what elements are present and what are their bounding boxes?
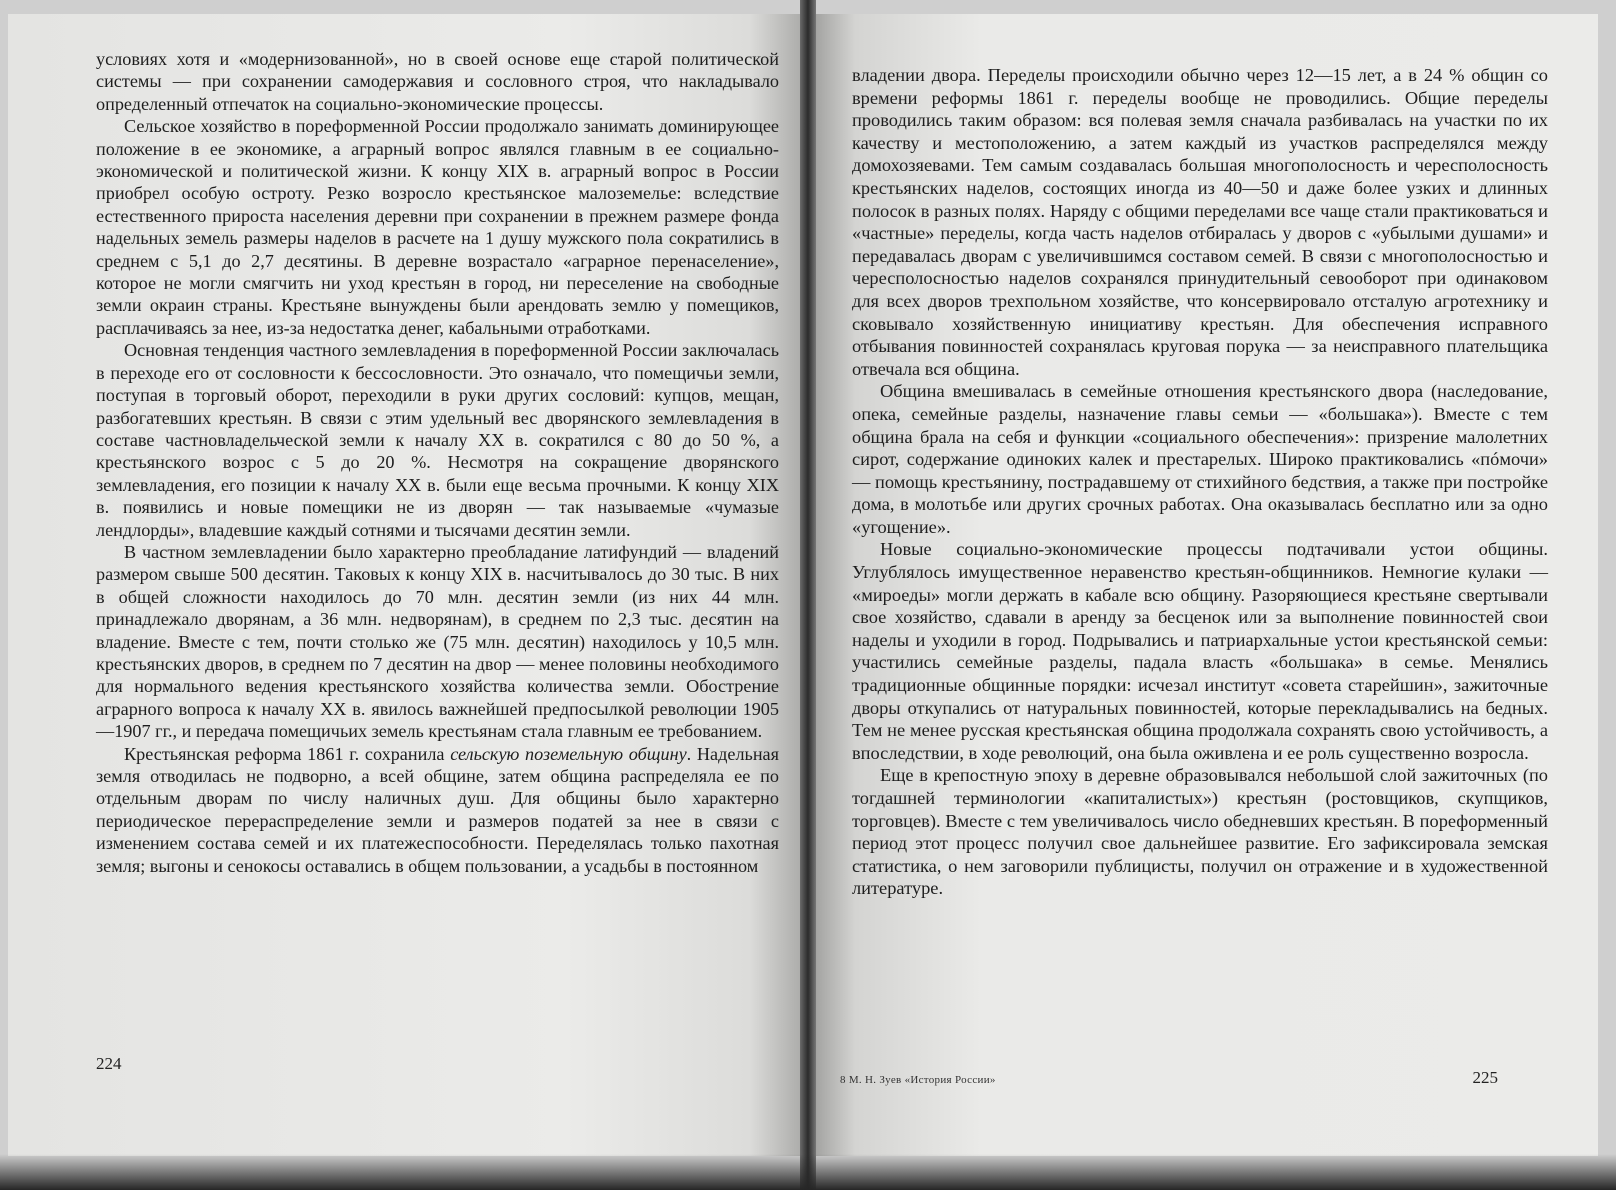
right-paragraph-2: Община вмешивалась в семейные отношения крестьянского двора (наследование, опека, семейные разделы, назначение главы семьи — «большака»). Вместе с тем община брала на себя и функции «социального обеспечения»: призрение малолетних сирот, содержание одиноких калек и престарелых. Широко практиковались «пóмочи» — помощь крестьянину, пострадавшему от стихийного бедствия, а также при постройке дома, в молотьбе или других срочных работах. Она оказывалась бесплатно или за одно «угощение». xyxy=(852,381,1548,537)
right-page-text xyxy=(852,64,1548,900)
right-page xyxy=(808,14,1598,1156)
left-paragraph-2: Сельское хозяйство в пореформенной России продолжало занимать доминирующее положение в ее экономике, а аграрный вопрос являлся главным в ее социально-экономической и политической жизни. К концу XIX в. аграрный вопрос в России приобрел особую остроту. Резко возросло крестьянское малоземелье: вследствие естественного прироста населения деревни при сохранении в прежнем размере фонда надельных земель размеры наделов в расчете на 1 душу мужского пола сократились в среднем с 5,1 до 2,7 десятины. В деревне возрастало «аграрное перенаселение», которое не могли смягчить ни уход крестьян в город, ни переселение на свободные земли окраин страны. Крестьяне вынуждены были арендовать землю у помещиков, расплачиваясь за нее, из-за недостатка денег, кабальными отработками. xyxy=(96,116,779,338)
scan-shadow xyxy=(0,1154,1616,1190)
left-paragraph-5 xyxy=(96,743,779,877)
book-gutter xyxy=(800,0,816,1190)
left-paragraph-3: Основная тенденция частного землевладения в пореформенной России заключалась в переходе его от сословности к бессословности. Это означало, что помещичьи земли, поступая в торговый оборот, переходили в руки других сословий: купцов, мещан, разбогатевших крестьян. В связи с этим удельный вес дворянского землевладения в составе частновладельческой земли к началу XX в. сократился с 80 до 50 %, а крестьянского возрос с 5 до 20 %. Несмотря на сокращение дворянского землевладения, его позиции к началу XX в. были еще весьма прочными. К концу XIX в. появились и новые помещики не из дворян — так называемые «чумазые лендлорды», владевшие каждый сотнями и тысячами десятин земли. xyxy=(96,340,779,540)
left-paragraph-1: условиях хотя и «модернизованной», но в своей основе еще старой политической системы — при сохранении самодержавия и сословного строя, что накладывало определенный отпечаток на социально-экономические процессы. xyxy=(96,49,779,114)
page-number-left: 224 xyxy=(96,1054,122,1073)
left-page xyxy=(8,14,805,1156)
right-paragraph-3: Новые социально-экономические процессы подтачивали устои общины. Углублялось имущественное неравенство крестьян-общинников. Немногие кулаки — «мироеды» могли держать в кабале всю общину. Разоряющиеся крестьяне свертывали свое хозяйство, сдавали в аренду за бесценок или за выполнение повинностей свои наделы и уходили в город. Подрывались и патриархальные устои крестьянской семьи: участились семейные разделы, падала власть «большака» в семье. Менялись традиционные общинные порядки: исчезал институт «совета старейшин», зажиточные дворы откупались от натуральных повинностей, которые перекладывались на бедных. Тем не менее русская крестьянская община продолжала сохранять свою устойчивость, а впоследствии, в ходе революций, она была оживлена и ее роль существенно возросла. xyxy=(852,539,1548,763)
left-paragraph-4: В частном землевладении было характерно преобладание латифундий — владений размером свыше 500 десятин. Таковых к концу XIX в. насчитывалось до 30 тыс. В них в общей сложности находилось до 70 млн. десятин земли (из них 44 млн. принадлежало дворянам, а 36 млн. недворянам), в среднем по 2,3 тыс. десятин на владение. Вместе с тем, почти столько же (75 млн. десятин) находилось у 10,5 млн. крестьянских дворов, в среднем по 7 десятин на двор — менее половины необходимого для нормального ведения крестьянского хозяйства количества земли. Обострение аграрного вопроса к началу XX в. явилось важнейшей предпосылкой революции 1905—1907 гг., и передача помещичьих земель крестьянам стала главным ее требованием. xyxy=(96,541,779,742)
left-page-text xyxy=(96,48,779,877)
italic-term: сельскую поземельную общину xyxy=(450,743,687,764)
left-paragraph-5-end: . Надельная земля отводилась не подворно, а всей общине, затем община распределяла ее по отдельным дворам по числу наличных душ. Для общины было характерно периодическое перераспределение земли и размеров податей за нее в связи с изменением состава семей и их платежеспособности. Переделялась только пахотная земля; выгоны и сенокосы оставались в общем пользовании, а усадьбы в постоянном xyxy=(96,743,779,876)
printer-signature: 8 М. Н. Зуев «История России» xyxy=(840,1074,996,1086)
page-number-right: 225 xyxy=(1472,1068,1498,1087)
right-paragraph-4: Еще в крепостную эпоху в деревне образовывался небольшой слой зажиточных (по тогдашней терминологии «капиталистых») крестьян (ростовщиков, скупщиков, торговцев). Вместе с тем увеличивалось число обедневших крестьян. В пореформенный период этот процесс получил свое дальнейшее развитие. Его зафиксировала земская статистика, о нем заговорили публицисты, получил он отражение и в художественной литературе. xyxy=(852,765,1548,899)
left-paragraph-5-start: Крестьянская реформа 1861 г. сохранила xyxy=(124,743,451,764)
right-paragraph-1: владении двора. Переделы происходили обычно через 12—15 лет, а в 24 % общин со времени реформы 1861 г. переделы вообще не проводились. Общие переделы проводились таким образом: вся полевая земля сначала разбивалась на участки по их качеству и местоположению, а затем каждый из участков распределялся между домохозяевами. Тем самым создавалась большая многополосность и чересполосность крестьянских наделов, состоящих иногда из 40—50 и даже более узких и длинных полосок в разных полях. Наряду с общими переделами все чаще стали практиковаться и «частные» переделы, когда часть наделов отбиралась у дворов с «убылыми душами» и передавалась дворам с увеличившимся составом семей. В связи с многополосностью и чересполосностью наделов сохранялся принудительный севооборот при одинаковом для всех дворов трехпольном хозяйстве, что консервировало отсталую агротехнику и сковывало хозяйственную инициативу крестьян. Для обеспечения исправного отбывания повинностей сохранялась круговая порука — за неисправного плательщика отвечала вся община. xyxy=(852,65,1548,379)
